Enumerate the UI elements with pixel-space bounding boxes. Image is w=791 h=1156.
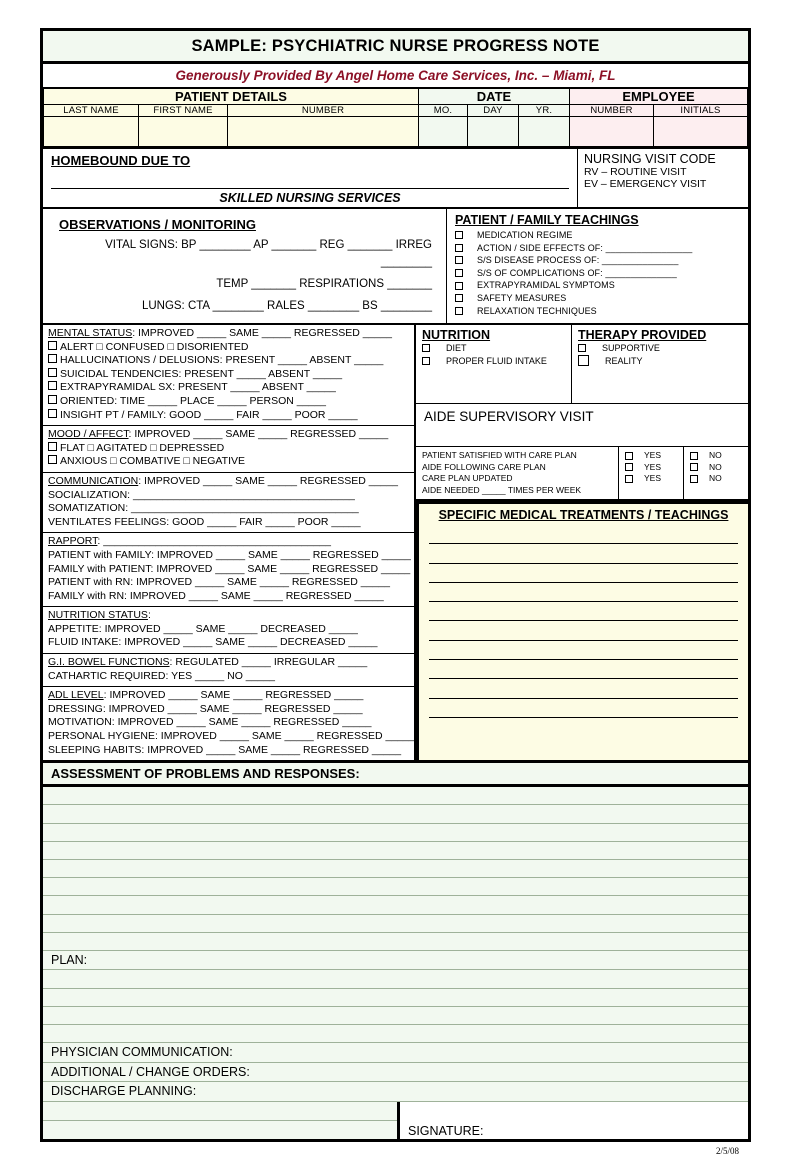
mental-status-block: [43, 325, 414, 426]
mental-status-check[interactable]: [48, 381, 409, 395]
aide-question[interactable]: AIDE NEEDED _____ TIMES PER WEEK: [422, 484, 582, 495]
bowel-heading: G.I. BOWEL FUNCTIONS: [48, 656, 170, 669]
signature-section: [43, 1102, 748, 1139]
aide-no-option[interactable]: [690, 462, 748, 474]
ventilates-feelings-row[interactable]: VENTILATES FEELINGS: GOOD _____ FAIR _____ POOR _____: [48, 515, 361, 528]
observations-title: OBSERVATIONS / MONITORING: [59, 217, 256, 232]
checkbox-icon[interactable]: [455, 282, 463, 290]
therapy-box: [572, 325, 748, 403]
rapport-row[interactable]: FAMILY with PATIENT: IMPROVED _____ SAME _____ REGRESSED _____: [48, 562, 411, 575]
assessment-blank-row[interactable]: [43, 842, 748, 860]
treatment-write-line[interactable]: [429, 544, 738, 563]
mental-status-heading-row[interactable]: [48, 327, 409, 341]
aide-question: CARE PLAN UPDATED: [422, 473, 513, 483]
field-month[interactable]: [419, 117, 468, 147]
physician-communication-row[interactable]: PHYSICIAN COMMUNICATION:: [43, 1043, 748, 1063]
plan-blank-row[interactable]: [43, 970, 748, 988]
teaching-label: S/S OF COMPLICATIONS OF: ______________: [477, 267, 677, 278]
aide-yes-option[interactable]: [625, 450, 683, 462]
teaching-label: EXTRAPYRAMIDAL SYMPTOMS: [477, 280, 615, 291]
treatment-write-line[interactable]: [429, 525, 738, 544]
aide-yes-column: [619, 447, 684, 499]
rapport-block: [43, 533, 414, 607]
assessment-title: ASSESSMENT OF PROBLEMS AND RESPONSES:: [43, 763, 748, 787]
vital-signs-line-3[interactable]: LUNGS: CTA ________ RALES ________ BS ________: [141, 300, 432, 312]
checkbox-icon[interactable]: [422, 344, 430, 352]
signature-left-blanks: [43, 1102, 400, 1139]
teaching-label: MEDICATION REGIME: [477, 230, 573, 240]
visit-code-emergency: EV – EMERGENCY VISIT: [584, 178, 707, 190]
treatment-write-line[interactable]: [429, 641, 738, 660]
socialization-row[interactable]: SOCIALIZATION: ______________________________________: [48, 488, 355, 501]
treatment-write-line[interactable]: [429, 621, 738, 640]
checkbox-icon[interactable]: [455, 244, 463, 252]
teaching-item[interactable]: [455, 229, 742, 242]
mental-status-label: HALLUCINATIONS / DELUSIONS: PRESENT _____ ABSENT _____: [60, 354, 384, 367]
group-date: DATE: [419, 89, 570, 105]
rapport-row[interactable]: PATIENT with FAMILY: IMPROVED _____ SAME _____ REGRESSED _____: [48, 548, 411, 561]
col-day: DAY: [468, 105, 519, 117]
adl-row[interactable]: MOTIVATION: IMPROVED _____ SAME _____ REGRESSED _____: [48, 716, 372, 729]
mental-status-check[interactable]: [48, 368, 409, 382]
col-year: YR.: [519, 105, 570, 117]
checkbox-icon[interactable]: [625, 475, 633, 483]
teaching-item[interactable]: [455, 254, 742, 267]
bowel-scale: : REGULATED _____ IRREGULAR _____: [169, 656, 368, 669]
rapport-heading: RAPPORT: [48, 535, 98, 548]
appetite-row[interactable]: APPETITE: IMPROVED _____ SAME _____ DECREASED _____: [48, 622, 358, 635]
aide-yes-option[interactable]: [625, 473, 683, 485]
communication-scale: : IMPROVED _____ SAME _____ REGRESSED _____: [138, 474, 398, 487]
page-title: SAMPLE: PSYCHIATRIC NURSE PROGRESS NOTE: [43, 31, 748, 64]
field-employee-number[interactable]: [570, 117, 654, 147]
nutrition-box: [416, 325, 572, 403]
homebound-write-line[interactable]: [51, 174, 569, 189]
field-first-name[interactable]: [139, 117, 228, 147]
aide-questions-row: [416, 447, 748, 501]
yes-label: YES: [644, 461, 662, 472]
rapport-heading-row[interactable]: [48, 535, 409, 549]
assessment-blank-row[interactable]: [43, 896, 748, 914]
mental-status-label: ORIENTED: TIME _____ PLACE _____ PERSON _____: [60, 394, 326, 407]
nutrition-title: NUTRITION: [422, 328, 491, 342]
no-label: NO: [709, 450, 722, 460]
treatment-write-line[interactable]: [429, 583, 738, 602]
group-employee: EMPLOYEE: [570, 89, 748, 105]
adl-row[interactable]: PERSONAL HYGIENE: IMPROVED _____ SAME _____ REGRESSED _____: [48, 730, 415, 743]
treatment-write-line[interactable]: [429, 679, 738, 698]
patient-details-table: [43, 88, 748, 147]
treatment-write-line[interactable]: [429, 660, 738, 679]
checkbox-icon[interactable]: [455, 269, 463, 277]
mood-scale: : IMPROVED _____ SAME _____ REGRESSED _____: [128, 428, 389, 441]
checkbox-icon[interactable]: [625, 452, 633, 460]
therapy-title: THERAPY PROVIDED: [578, 328, 707, 342]
teaching-item[interactable]: [455, 279, 742, 292]
adl-scale: : IMPROVED _____ SAME _____ REGRESSED _____: [103, 689, 364, 702]
plan-label-row: PLAN:: [43, 951, 748, 971]
checkbox-icon[interactable]: [48, 368, 57, 377]
assessment-blank-row[interactable]: [43, 933, 748, 951]
aide-no-option[interactable]: [690, 450, 748, 462]
teaching-label: ACTION / SIDE EFFECTS OF: _________________: [477, 242, 693, 253]
observations-section: [43, 209, 748, 325]
mental-status-check[interactable]: [48, 341, 409, 355]
assessment-blank-row[interactable]: [43, 787, 748, 805]
field-day[interactable]: [468, 117, 519, 147]
mental-status-label: SUICIDAL TENDENCIES: PRESENT _____ ABSENT _____: [60, 367, 343, 380]
provider-subtitle: Generously Provided By Angel Home Care Services, Inc. – Miami, FL: [43, 64, 748, 88]
teaching-item[interactable]: [455, 242, 742, 255]
adl-block: [43, 687, 414, 760]
mood-heading: MOOD / AFFECT: [48, 428, 129, 441]
communication-heading-row[interactable]: [48, 475, 409, 489]
col-employee-initials: INITIALS: [654, 105, 748, 117]
field-employee-initials[interactable]: [654, 117, 748, 147]
teaching-label: RELAXATION TECHNIQUES: [477, 305, 597, 316]
rapport-line: : _______________________________________: [97, 535, 331, 548]
teaching-item[interactable]: [455, 267, 742, 280]
mood-check[interactable]: [48, 442, 409, 456]
aide-no-column: [684, 447, 748, 499]
therapy-label: SUPPORTIVE: [602, 343, 660, 353]
cathartic-row[interactable]: CATHARTIC REQUIRED: YES _____ NO _____: [48, 669, 276, 682]
checkbox-icon[interactable]: [690, 463, 698, 471]
adl-heading-row[interactable]: [48, 689, 409, 703]
signature-blank-row[interactable]: [43, 1102, 397, 1121]
checkbox-icon[interactable]: [455, 307, 463, 315]
table-group-header-row: [44, 89, 748, 105]
aide-yes-option[interactable]: [625, 462, 683, 474]
nursing-visit-code-box: [578, 149, 748, 207]
nutrition-label: PROPER FLUID INTAKE: [446, 355, 547, 366]
treatment-write-line[interactable]: [429, 564, 738, 583]
col-patient-number: NUMBER: [228, 105, 419, 117]
teachings-box: [447, 209, 748, 323]
teaching-label: S/S DISEASE PROCESS OF: _______________: [477, 255, 679, 266]
vital-signs-line-1[interactable]: VITAL SIGNS: BP ________ AP _______ REG _______ IRREG ________: [105, 239, 432, 268]
checkbox-icon[interactable]: [48, 354, 57, 363]
no-label: NO: [709, 473, 722, 483]
checkbox-icon[interactable]: [455, 256, 463, 264]
mental-status-label: EXTRAPYRAMIDAL SX: PRESENT _____ ABSENT _____: [60, 381, 336, 394]
col-first-name: FIRST NAME: [139, 105, 228, 117]
therapy-label: REALITY: [605, 355, 643, 366]
additional-change-orders-row[interactable]: ADDITIONAL / CHANGE ORDERS:: [43, 1063, 748, 1083]
col-last-name: LAST NAME: [44, 105, 139, 117]
aide-question: AIDE FOLLOWING CARE PLAN: [422, 461, 546, 472]
assessment-section: [43, 763, 748, 1139]
checkbox-icon[interactable]: [578, 355, 589, 366]
nutrition-item[interactable]: [422, 355, 565, 368]
field-year[interactable]: [519, 117, 570, 147]
treatment-write-line[interactable]: [429, 602, 738, 621]
checkbox-icon[interactable]: [690, 475, 698, 483]
fluid-intake-row[interactable]: FLUID INTAKE: IMPROVED _____ SAME _____ DECREASED _____: [48, 636, 378, 649]
checkbox-icon[interactable]: [422, 357, 430, 365]
footer-date: 2/5/08: [715, 1146, 739, 1156]
mental-status-check[interactable]: [48, 395, 409, 409]
table-entry-row: [44, 117, 748, 147]
visit-code-routine: RV – ROUTINE VISIT: [584, 166, 687, 178]
checkbox-icon[interactable]: [48, 442, 57, 451]
somatization-row[interactable]: SOMATIZATION: _______________________________________: [48, 502, 359, 515]
nursing-visit-code-title: NURSING VISIT CODE: [584, 152, 716, 166]
discharge-planning-row[interactable]: DISCHARGE PLANNING:: [43, 1082, 748, 1102]
mental-status-label: INSIGHT PT / FAMILY: GOOD _____ FAIR _____ POOR _____: [60, 408, 358, 421]
checkbox-icon[interactable]: [48, 341, 57, 350]
treatment-write-line[interactable]: [429, 699, 738, 718]
nutrition-item[interactable]: [422, 342, 565, 355]
signature-field[interactable]: SIGNATURE:: [400, 1102, 748, 1139]
group-patient-details: PATIENT DETAILS: [44, 89, 419, 105]
mood-check[interactable]: [48, 455, 409, 469]
homebound-title: HOMEBOUND DUE TO: [51, 153, 191, 168]
rapport-row[interactable]: FAMILY with RN: IMPROVED _____ SAME _____ REGRESSED _____: [48, 589, 384, 602]
homebound-left: [43, 149, 578, 207]
teaching-item[interactable]: [455, 292, 742, 305]
mental-status-scale: : IMPROVED _____ SAME _____ REGRESSED _____: [132, 327, 392, 339]
mid-section: [43, 325, 748, 763]
no-label: NO: [709, 461, 722, 472]
nutrition-label: DIET: [446, 343, 467, 353]
signature-blank-row[interactable]: [43, 1121, 397, 1139]
mental-status-heading: MENTAL STATUS: [48, 327, 133, 339]
bowel-heading-row[interactable]: [48, 656, 409, 670]
therapy-item[interactable]: [578, 355, 742, 368]
aide-no-option[interactable]: [690, 473, 748, 485]
assessment-blank-row[interactable]: [43, 878, 748, 896]
plan-blank-row[interactable]: [43, 1025, 748, 1043]
assessment-blank-row[interactable]: [43, 915, 748, 933]
teachings-list: [455, 229, 742, 317]
therapy-item[interactable]: [578, 342, 742, 355]
adl-row[interactable]: DRESSING: IMPROVED _____ SAME _____ REGRESSED _____: [48, 702, 363, 715]
yes-label: YES: [644, 450, 662, 460]
observations-left: [43, 209, 447, 323]
homebound-section: [43, 147, 748, 209]
communication-heading: COMMUNICATION: [48, 474, 139, 487]
teachings-title: PATIENT / FAMILY TEACHINGS: [455, 213, 639, 227]
adl-heading: ADL LEVEL: [48, 689, 104, 702]
yes-label: YES: [644, 473, 662, 483]
col-employee-number: NUMBER: [570, 105, 654, 117]
assessment-blank-row[interactable]: [43, 805, 748, 823]
table-column-header-row: [44, 105, 748, 117]
checkbox-icon[interactable]: [48, 409, 57, 418]
checkbox-icon[interactable]: [690, 452, 698, 460]
mood-heading-row[interactable]: [48, 428, 409, 442]
checkbox-icon[interactable]: [455, 294, 463, 302]
skilled-nursing-services-label: SKILLED NURSING SERVICES: [219, 191, 401, 205]
mental-status-label: ALERT □ CONFUSED □ DISORIENTED: [60, 340, 249, 353]
plan-blank-row[interactable]: [43, 1007, 748, 1025]
mental-status-check[interactable]: [48, 354, 409, 368]
checkbox-icon[interactable]: [48, 395, 57, 404]
nutrition-status-heading-row: [48, 609, 409, 623]
aide-question: PATIENT SATISFIED WITH CARE PLAN: [422, 450, 577, 460]
nutrition-status-heading: NUTRITION STATUS: [48, 609, 148, 622]
mental-status-check[interactable]: [48, 409, 409, 423]
assessment-blank-row[interactable]: [43, 860, 748, 878]
nutrition-status-block: [43, 607, 414, 654]
plan-blank-row[interactable]: [43, 989, 748, 1007]
rapport-row[interactable]: PATIENT with RN: IMPROVED _____ SAME _____ REGRESSED _____: [48, 576, 390, 589]
nutrition-status-colon: :: [147, 609, 151, 622]
clinical-left-column: [43, 325, 416, 760]
checkbox-icon[interactable]: [455, 231, 463, 239]
checkbox-icon[interactable]: [625, 463, 633, 471]
bowel-block: [43, 654, 414, 687]
communication-block: [43, 473, 414, 533]
assessment-blank-row[interactable]: [43, 824, 748, 842]
col-month: MO.: [419, 105, 468, 117]
checkbox-icon[interactable]: [578, 344, 586, 352]
field-last-name[interactable]: [44, 117, 139, 147]
vital-signs-line-2[interactable]: TEMP _______ RESPIRATIONS _______: [216, 278, 432, 290]
mood-affect-block: [43, 426, 414, 473]
adl-row[interactable]: SLEEPING HABITS: IMPROVED _____ SAME _____ REGRESSED _____: [48, 743, 402, 756]
checkbox-icon[interactable]: [48, 381, 57, 390]
clinical-right-column: [416, 325, 748, 760]
form-sheet: [40, 28, 751, 1142]
teaching-label: SAFETY MEASURES: [477, 292, 567, 303]
field-patient-number[interactable]: [228, 117, 419, 147]
specific-treatments-box: [416, 501, 748, 760]
checkbox-icon[interactable]: [48, 455, 57, 464]
teaching-item[interactable]: [455, 305, 742, 318]
mood-label: FLAT □ AGITATED □ DEPRESSED: [60, 441, 225, 454]
specific-treatments-title: SPECIFIC MEDICAL TREATMENTS / TEACHINGS: [438, 508, 729, 522]
nutrition-therapy-row: [416, 325, 748, 404]
mood-label: ANXIOUS □ COMBATIVE □ NEGATIVE: [60, 455, 245, 468]
aide-supervisory-visit-title: AIDE SUPERVISORY VISIT: [416, 404, 748, 447]
aide-question-list: [416, 447, 619, 499]
